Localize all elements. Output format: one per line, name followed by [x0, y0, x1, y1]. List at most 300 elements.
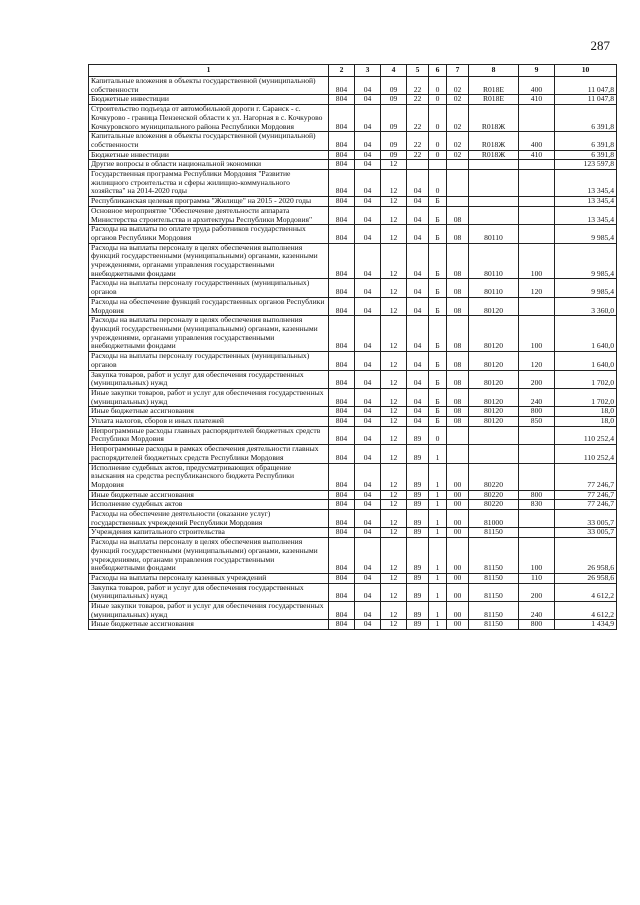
ministry-code-cell: 804 [329, 490, 355, 500]
event-code-cell: 00 [447, 528, 469, 538]
ministry-code-cell: 804 [329, 352, 355, 370]
subprogram-code-cell: 1 [429, 573, 447, 583]
subsection-code-cell: 12 [381, 573, 407, 583]
direction-code-cell: R018Ж [469, 132, 519, 150]
item-name-cell: Бюджетные инвестиции [89, 150, 329, 160]
table-row [89, 510, 617, 528]
table-row [89, 105, 617, 132]
amount-cell: 11 047,8 [555, 95, 617, 105]
expense-type-cell [519, 225, 555, 243]
event-code-cell: 08 [447, 243, 469, 279]
subprogram-code-cell: 1 [429, 463, 447, 490]
section-code-cell: 04 [355, 528, 381, 538]
program-code-cell: 04 [407, 407, 429, 417]
amount-cell: 77 246,7 [555, 463, 617, 490]
amount-cell: 3 360,0 [555, 297, 617, 315]
item-name-cell: Иные бюджетные ассигнования [89, 490, 329, 500]
amount-cell: 18,0 [555, 417, 617, 427]
section-code-cell: 04 [355, 243, 381, 279]
table-row [89, 388, 617, 406]
ministry-code-cell: 804 [329, 500, 355, 510]
program-code-cell: 89 [407, 445, 429, 463]
table-row [89, 77, 617, 95]
item-name-cell: Основное мероприятие "Обеспечение деятельности аппарата Министерства строительства и архитектуры Республики Мордовия" [89, 206, 329, 224]
subsection-code-cell: 12 [381, 510, 407, 528]
program-code-cell: 89 [407, 528, 429, 538]
item-name-cell: Строительство подъезда от автомобильной дороги г. Саранск - с. Кочкурово - граница Пензенской области к ул. Нагорная в с. Кочкурово Кочкуровского муниципального района Республики Мордовия [89, 105, 329, 132]
event-code-cell: 02 [447, 77, 469, 95]
ministry-code-cell: 804 [329, 77, 355, 95]
program-code-cell: 89 [407, 583, 429, 601]
item-name-cell: Капитальные вложения в объекты государственной (муниципальной) собственности [89, 77, 329, 95]
amount-cell: 13 345,4 [555, 206, 617, 224]
section-code-cell: 04 [355, 445, 381, 463]
program-code-cell: 04 [407, 170, 429, 197]
ministry-code-cell: 804 [329, 132, 355, 150]
expense-type-cell [519, 297, 555, 315]
ministry-code-cell: 804 [329, 297, 355, 315]
section-code-cell: 04 [355, 426, 381, 444]
expense-type-cell: 830 [519, 500, 555, 510]
subprogram-code-cell: 0 [429, 426, 447, 444]
expense-type-cell [519, 170, 555, 197]
column-header-3: 3 [355, 65, 381, 77]
expense-type-cell: 240 [519, 388, 555, 406]
subsection-code-cell: 09 [381, 150, 407, 160]
item-name-cell: Капитальные вложения в объекты государственной (муниципальной) собственности [89, 132, 329, 150]
column-header-9: 9 [519, 65, 555, 77]
program-code-cell: 89 [407, 426, 429, 444]
direction-code-cell [469, 170, 519, 197]
ministry-code-cell: 804 [329, 279, 355, 297]
amount-cell: 1 640,0 [555, 316, 617, 352]
program-code-cell: 89 [407, 620, 429, 630]
item-name-cell: Расходы на выплаты персоналу казенных учреждений [89, 573, 329, 583]
table-row [89, 426, 617, 444]
subsection-code-cell: 12 [381, 170, 407, 197]
direction-code-cell: 81150 [469, 538, 519, 574]
column-header-1: 1 [89, 65, 329, 77]
amount-cell: 1 434,9 [555, 620, 617, 630]
expense-type-cell [519, 510, 555, 528]
expense-type-cell [519, 426, 555, 444]
amount-cell: 4 612,2 [555, 583, 617, 601]
table-row [89, 538, 617, 574]
item-name-cell: Бюджетные инвестиции [89, 95, 329, 105]
direction-code-cell: 80220 [469, 463, 519, 490]
event-code-cell: 00 [447, 620, 469, 630]
event-code-cell: 08 [447, 297, 469, 315]
section-code-cell: 04 [355, 95, 381, 105]
section-code-cell: 04 [355, 160, 381, 170]
direction-code-cell: R018Ж [469, 105, 519, 132]
item-name-cell: Иные закупки товаров, работ и услуг для обеспечения государственных (муниципальных) нужд [89, 602, 329, 620]
event-code-cell: 00 [447, 500, 469, 510]
column-header-6: 6 [429, 65, 447, 77]
event-code-cell [447, 160, 469, 170]
table-row [89, 463, 617, 490]
direction-code-cell: 80110 [469, 279, 519, 297]
event-code-cell: 08 [447, 206, 469, 224]
ministry-code-cell: 804 [329, 206, 355, 224]
section-code-cell: 04 [355, 583, 381, 601]
program-code-cell: 22 [407, 105, 429, 132]
subsection-code-cell: 09 [381, 132, 407, 150]
direction-code-cell: 80120 [469, 407, 519, 417]
event-code-cell [447, 426, 469, 444]
ministry-code-cell: 804 [329, 426, 355, 444]
expense-type-cell: 100 [519, 316, 555, 352]
item-name-cell: Закупка товаров, работ и услуг для обеспечения государственных (муниципальных) нужд [89, 583, 329, 601]
ministry-code-cell: 804 [329, 417, 355, 427]
ministry-code-cell: 804 [329, 573, 355, 583]
item-name-cell: Иные бюджетные ассигнования [89, 407, 329, 417]
amount-cell: 33 005,7 [555, 510, 617, 528]
expense-type-cell [519, 463, 555, 490]
subprogram-code-cell: 1 [429, 538, 447, 574]
direction-code-cell: 80120 [469, 417, 519, 427]
expense-type-cell: 850 [519, 417, 555, 427]
program-code-cell: 04 [407, 197, 429, 207]
program-code-cell: 04 [407, 352, 429, 370]
subprogram-code-cell: 1 [429, 490, 447, 500]
expense-type-cell [519, 528, 555, 538]
program-code-cell: 89 [407, 510, 429, 528]
expense-type-cell: 200 [519, 583, 555, 601]
section-code-cell: 04 [355, 132, 381, 150]
expense-type-cell: 410 [519, 150, 555, 160]
event-code-cell: 00 [447, 583, 469, 601]
event-code-cell: 00 [447, 463, 469, 490]
section-code-cell: 04 [355, 150, 381, 160]
ministry-code-cell: 804 [329, 197, 355, 207]
subsection-code-cell: 12 [381, 583, 407, 601]
direction-code-cell: 80220 [469, 490, 519, 500]
amount-cell: 26 958,6 [555, 573, 617, 583]
program-code-cell: 04 [407, 316, 429, 352]
amount-cell: 1 702,0 [555, 370, 617, 388]
item-name-cell: Исполнение судебных актов, предусматривающих обращение взыскания на средства республиканского бюджета Республики Мордовия [89, 463, 329, 490]
section-code-cell: 04 [355, 77, 381, 95]
section-code-cell: 04 [355, 388, 381, 406]
section-code-cell: 04 [355, 463, 381, 490]
section-code-cell: 04 [355, 105, 381, 132]
amount-cell: 13 345,4 [555, 170, 617, 197]
table-row [89, 197, 617, 207]
direction-code-cell: 80220 [469, 500, 519, 510]
subprogram-code-cell: Б [429, 297, 447, 315]
section-code-cell: 04 [355, 573, 381, 583]
program-code-cell [407, 160, 429, 170]
subsection-code-cell: 09 [381, 77, 407, 95]
section-code-cell: 04 [355, 352, 381, 370]
event-code-cell: 08 [447, 417, 469, 427]
expense-type-cell: 400 [519, 77, 555, 95]
event-code-cell: 00 [447, 490, 469, 500]
subprogram-code-cell: Б [429, 417, 447, 427]
event-code-cell: 02 [447, 132, 469, 150]
column-header-8: 8 [469, 65, 519, 77]
header-row [89, 65, 617, 77]
item-name-cell: Республиканская целевая программа "Жилище" на 2015 - 2020 годы [89, 197, 329, 207]
subsection-code-cell: 12 [381, 279, 407, 297]
subprogram-code-cell: Б [429, 316, 447, 352]
table-row [89, 370, 617, 388]
program-code-cell: 22 [407, 77, 429, 95]
ministry-code-cell: 804 [329, 316, 355, 352]
subsection-code-cell: 12 [381, 225, 407, 243]
event-code-cell: 00 [447, 538, 469, 574]
section-code-cell: 04 [355, 370, 381, 388]
direction-code-cell: 81150 [469, 602, 519, 620]
table-body [89, 77, 617, 630]
amount-cell: 77 246,7 [555, 490, 617, 500]
subsection-code-cell: 12 [381, 463, 407, 490]
expense-type-cell [519, 160, 555, 170]
section-code-cell: 04 [355, 279, 381, 297]
direction-code-cell: 80110 [469, 225, 519, 243]
subprogram-code-cell: 1 [429, 528, 447, 538]
subsection-code-cell: 12 [381, 243, 407, 279]
table-row [89, 573, 617, 583]
expense-type-cell: 410 [519, 95, 555, 105]
amount-cell: 33 005,7 [555, 528, 617, 538]
ministry-code-cell: 804 [329, 243, 355, 279]
subprogram-code-cell: Б [429, 388, 447, 406]
page-number: 287 [590, 38, 610, 53]
program-code-cell: 04 [407, 206, 429, 224]
subprogram-code-cell: 1 [429, 602, 447, 620]
subsection-code-cell: 12 [381, 528, 407, 538]
program-code-cell: 04 [407, 388, 429, 406]
item-name-cell: Учреждения капитального строительства [89, 528, 329, 538]
direction-code-cell: 80120 [469, 316, 519, 352]
program-code-cell: 89 [407, 538, 429, 574]
ministry-code-cell: 804 [329, 170, 355, 197]
program-code-cell: 04 [407, 279, 429, 297]
expense-type-cell [519, 445, 555, 463]
event-code-cell: 00 [447, 602, 469, 620]
ministry-code-cell: 804 [329, 388, 355, 406]
table-row [89, 602, 617, 620]
expense-type-cell: 800 [519, 490, 555, 500]
subprogram-code-cell: Б [429, 370, 447, 388]
ministry-code-cell: 804 [329, 528, 355, 538]
item-name-cell: Непрограммные расходы в рамках обеспечения деятельности главных распорядителей бюджетных средств Республики Мордовия [89, 445, 329, 463]
table-row [89, 279, 617, 297]
subprogram-code-cell: 0 [429, 170, 447, 197]
subprogram-code-cell: 0 [429, 150, 447, 160]
table-row [89, 583, 617, 601]
event-code-cell: 02 [447, 150, 469, 160]
item-name-cell: Закупка товаров, работ и услуг для обеспечения государственных (муниципальных) нужд [89, 370, 329, 388]
subsection-code-cell: 12 [381, 538, 407, 574]
program-code-cell: 04 [407, 297, 429, 315]
amount-cell: 110 252,4 [555, 426, 617, 444]
subsection-code-cell: 12 [381, 160, 407, 170]
amount-cell: 6 391,8 [555, 105, 617, 132]
direction-code-cell: 81000 [469, 510, 519, 528]
subprogram-code-cell: 1 [429, 445, 447, 463]
item-name-cell: Уплата налогов, сборов и иных платежей [89, 417, 329, 427]
subprogram-code-cell: 1 [429, 620, 447, 630]
table-row [89, 352, 617, 370]
subsection-code-cell: 12 [381, 388, 407, 406]
ministry-code-cell: 804 [329, 150, 355, 160]
subsection-code-cell: 12 [381, 490, 407, 500]
amount-cell: 11 047,8 [555, 77, 617, 95]
direction-code-cell [469, 445, 519, 463]
subprogram-code-cell: Б [429, 352, 447, 370]
section-code-cell: 04 [355, 297, 381, 315]
amount-cell: 6 391,8 [555, 132, 617, 150]
item-name-cell: Расходы на обеспечение функций государственных органов Республики Мордовия [89, 297, 329, 315]
program-code-cell: 89 [407, 500, 429, 510]
event-code-cell: 08 [447, 316, 469, 352]
amount-cell: 13 345,4 [555, 197, 617, 207]
ministry-code-cell: 804 [329, 538, 355, 574]
event-code-cell: 08 [447, 370, 469, 388]
subsection-code-cell: 12 [381, 352, 407, 370]
event-code-cell: 00 [447, 510, 469, 528]
subprogram-code-cell: 0 [429, 105, 447, 132]
item-name-cell: Расходы на выплаты персоналу в целях обеспечения выполнения функций государственными (муниципальными) органами, казенными учреждениями, органами управления государственными внебюджетными фондами [89, 243, 329, 279]
subprogram-code-cell [429, 160, 447, 170]
item-name-cell: Непрограммные расходы главных распорядителей бюджетных средств Республики Мордовия [89, 426, 329, 444]
subsection-code-cell: 12 [381, 407, 407, 417]
table-row [89, 225, 617, 243]
section-code-cell: 04 [355, 500, 381, 510]
subsection-code-cell: 12 [381, 620, 407, 630]
direction-code-cell [469, 160, 519, 170]
event-code-cell [447, 197, 469, 207]
ministry-code-cell: 804 [329, 160, 355, 170]
direction-code-cell: 80120 [469, 352, 519, 370]
section-code-cell: 04 [355, 417, 381, 427]
subsection-code-cell: 12 [381, 370, 407, 388]
column-header-7: 7 [447, 65, 469, 77]
section-code-cell: 04 [355, 510, 381, 528]
subprogram-code-cell: Б [429, 407, 447, 417]
table-row [89, 417, 617, 427]
direction-code-cell: 81150 [469, 583, 519, 601]
section-code-cell: 04 [355, 197, 381, 207]
section-code-cell: 04 [355, 206, 381, 224]
amount-cell: 9 985,4 [555, 225, 617, 243]
section-code-cell: 04 [355, 620, 381, 630]
ministry-code-cell: 804 [329, 445, 355, 463]
expense-type-cell: 100 [519, 538, 555, 574]
ministry-code-cell: 804 [329, 370, 355, 388]
direction-code-cell: 80120 [469, 388, 519, 406]
item-name-cell: Расходы на выплаты персоналу в целях обеспечения выполнения функций государственными (муниципальными) органами, казенными учреждениями, органами управления государственными внебюджетными фондами [89, 538, 329, 574]
table-row [89, 170, 617, 197]
section-code-cell: 04 [355, 538, 381, 574]
event-code-cell: 02 [447, 95, 469, 105]
event-code-cell: 02 [447, 105, 469, 132]
item-name-cell: Государственная программа Республики Мордовия "Развитие жилищного строительства и сферы жилищно-коммунального хозяйства" на 2014-2020 годы [89, 170, 329, 197]
item-name-cell: Расходы на выплаты персоналу государственных (муниципальных) органов [89, 352, 329, 370]
expense-type-cell [519, 206, 555, 224]
event-code-cell: 08 [447, 352, 469, 370]
ministry-code-cell: 804 [329, 95, 355, 105]
program-code-cell: 04 [407, 417, 429, 427]
direction-code-cell: 80120 [469, 297, 519, 315]
direction-code-cell: 80110 [469, 243, 519, 279]
program-code-cell: 04 [407, 225, 429, 243]
amount-cell: 18,0 [555, 407, 617, 417]
program-code-cell: 04 [407, 243, 429, 279]
direction-code-cell: R018Е [469, 77, 519, 95]
ministry-code-cell: 804 [329, 225, 355, 243]
ministry-code-cell: 804 [329, 105, 355, 132]
direction-code-cell: 81150 [469, 573, 519, 583]
subsection-code-cell: 09 [381, 95, 407, 105]
ministry-code-cell: 804 [329, 463, 355, 490]
program-code-cell: 22 [407, 150, 429, 160]
item-name-cell: Иные бюджетные ассигнования [89, 620, 329, 630]
section-code-cell: 04 [355, 602, 381, 620]
subprogram-code-cell: 0 [429, 77, 447, 95]
subprogram-code-cell: 0 [429, 95, 447, 105]
subsection-code-cell: 12 [381, 500, 407, 510]
direction-code-cell [469, 426, 519, 444]
expense-type-cell: 800 [519, 620, 555, 630]
ministry-code-cell: 804 [329, 620, 355, 630]
subsection-code-cell: 12 [381, 417, 407, 427]
expense-type-cell: 200 [519, 370, 555, 388]
subsection-code-cell: 12 [381, 445, 407, 463]
column-header-2: 2 [329, 65, 355, 77]
program-code-cell: 04 [407, 370, 429, 388]
ministry-code-cell: 804 [329, 407, 355, 417]
amount-cell: 9 985,4 [555, 279, 617, 297]
expense-type-cell [519, 105, 555, 132]
expense-type-cell: 800 [519, 407, 555, 417]
amount-cell: 123 597,8 [555, 160, 617, 170]
table-row [89, 132, 617, 150]
table-row [89, 620, 617, 630]
subsection-code-cell: 12 [381, 206, 407, 224]
program-code-cell: 89 [407, 602, 429, 620]
amount-cell: 110 252,4 [555, 445, 617, 463]
expense-type-cell: 240 [519, 602, 555, 620]
subsection-code-cell: 12 [381, 297, 407, 315]
table-row [89, 243, 617, 279]
expense-type-cell: 120 [519, 279, 555, 297]
subprogram-code-cell: 1 [429, 583, 447, 601]
item-name-cell: Исполнение судебных актов [89, 500, 329, 510]
section-code-cell: 04 [355, 170, 381, 197]
amount-cell: 4 612,2 [555, 602, 617, 620]
direction-code-cell [469, 197, 519, 207]
event-code-cell: 08 [447, 279, 469, 297]
column-header-10: 10 [555, 65, 617, 77]
event-code-cell [447, 445, 469, 463]
amount-cell: 26 958,6 [555, 538, 617, 574]
amount-cell: 1 640,0 [555, 352, 617, 370]
expense-type-cell: 400 [519, 132, 555, 150]
subsection-code-cell: 09 [381, 105, 407, 132]
program-code-cell: 22 [407, 95, 429, 105]
direction-code-cell: 81150 [469, 528, 519, 538]
subsection-code-cell: 12 [381, 197, 407, 207]
section-code-cell: 04 [355, 225, 381, 243]
direction-code-cell: 80120 [469, 370, 519, 388]
program-code-cell: 22 [407, 132, 429, 150]
item-name-cell: Иные закупки товаров, работ и услуг для обеспечения государственных (муниципальных) нужд [89, 388, 329, 406]
direction-code-cell: 81150 [469, 620, 519, 630]
